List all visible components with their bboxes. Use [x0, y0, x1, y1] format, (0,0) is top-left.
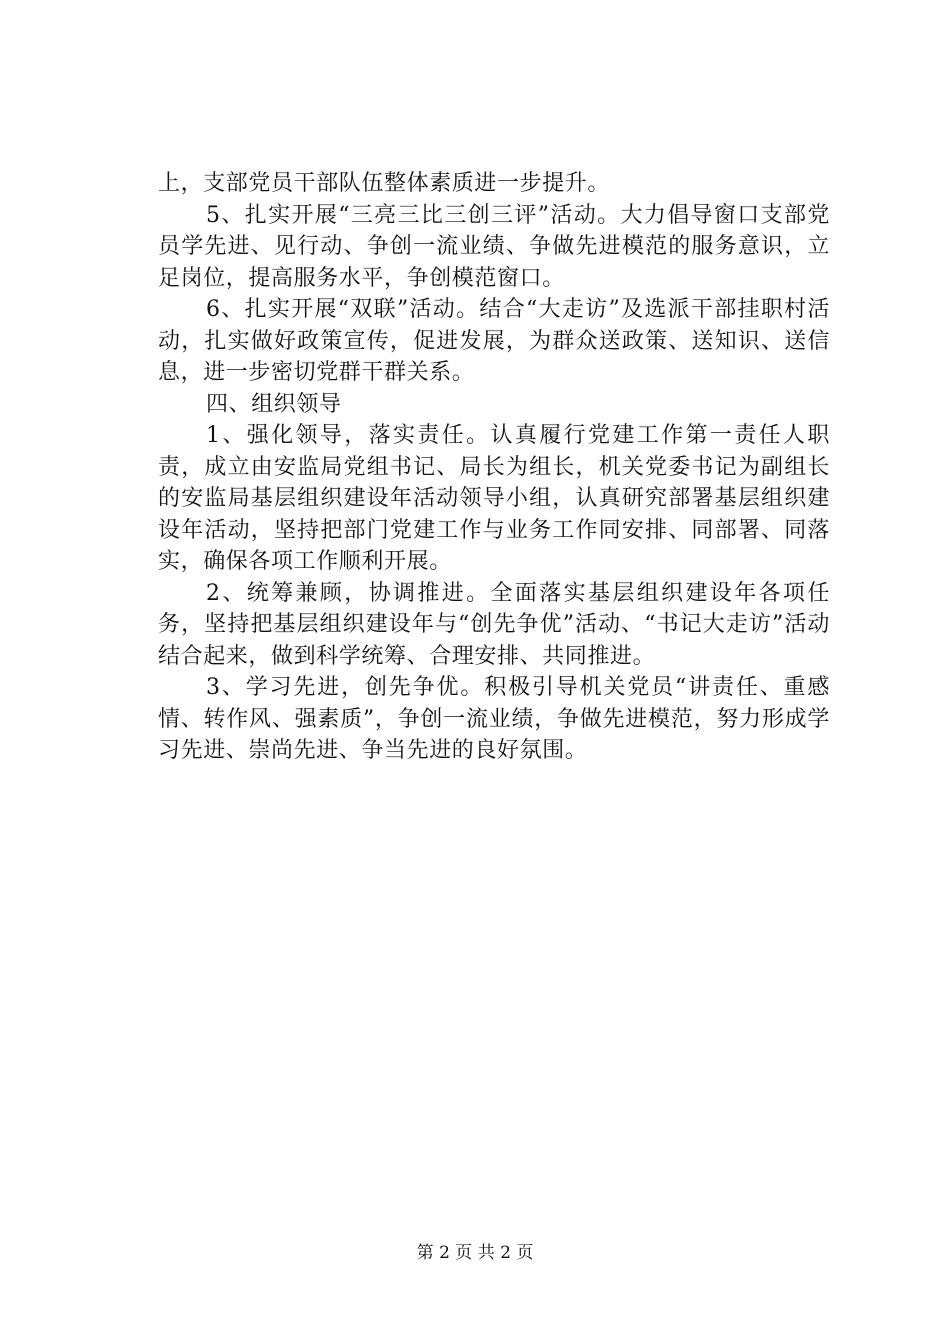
- page-footer: 第 2 页 共 2 页: [416, 1243, 534, 1263]
- paragraph-item-5: 5、扎实开展“三亮三比三创三评”活动。大力倡导窗口支部党员学先进、见行动、争创一流业绩、争做先进模范的服务意识，立足岗位，提高服务水平，争创模范窗口。: [158, 202, 830, 291]
- section-heading-organization: 四、组织领导: [206, 391, 342, 417]
- paragraph-continuation: 上，支部党员干部队伍整体素质进一步提升。: [158, 171, 611, 196]
- document-body: [158, 168, 830, 767]
- paragraph-leadership-2: 2、统筹兼顾，协调推进。全面落实基层组织建设年各项任务，坚持把基层组织建设年与“创先争优”活动、“书记大走访”活动结合起来，做到科学统筹、合理安排、共同推进。: [158, 580, 830, 669]
- paragraph-item-6: 6、扎实开展“双联”活动。结合“大走访”及选派干部挂职村活动，扎实做好政策宣传，促进发展，为群众送政策、送知识、送信息，进一步密切党群干群关系。: [158, 297, 830, 385]
- paragraph-leadership-3: 3、学习先进，创先争优。积极引导机关党员“讲责任、重感情、转作风、强素质”，争创一流业绩，争做先进模范，努力形成学习先进、崇尚先进、争当先进的良好氛围。: [158, 675, 830, 763]
- paragraph-leadership-1: 1、强化领导，落实责任。认真履行党建工作第一责任人职责，成立由安监局党组书记、局长为组长，机关党委书记为副组长的安监局基层组织建设年活动领导小组，认真研究部署基层组织建设年活动，坚持把部门党建工作与业务工作同安排、同部署、同落实，确保各项工作顺利开展。: [158, 423, 830, 574]
